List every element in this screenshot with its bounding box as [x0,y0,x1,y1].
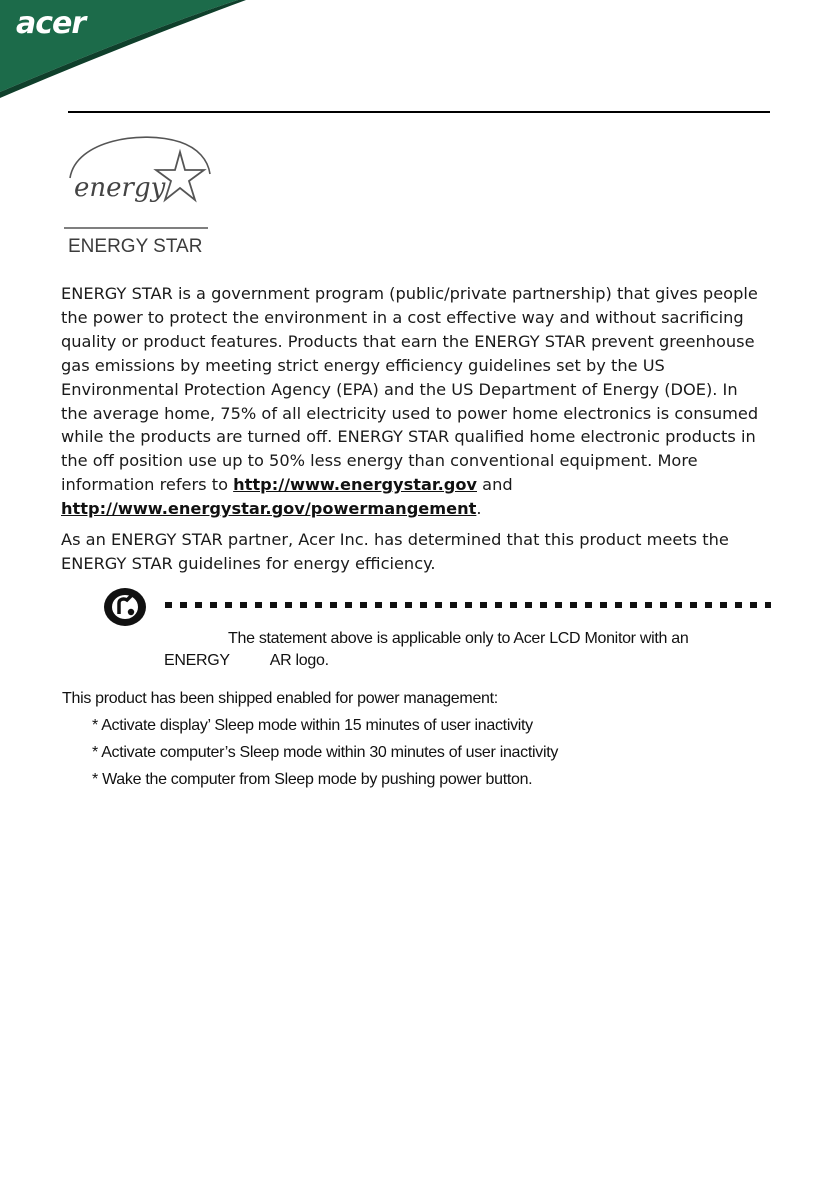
energy-star-emblem-icon [62,130,212,240]
list-item: * Wake the computer from Sleep mode by pushing power button. [92,771,533,788]
note-text-part2: AR logo. [269,652,329,669]
powermanagement-link[interactable]: http://www.energystar.gov/powermangement [61,499,477,519]
power-management-heading: This product has been shipped enabled for power management: [62,690,498,707]
note-divider [165,602,771,608]
description-text: ENERGY STAR is a government program (public/private partnership) that gives people the power to protect the environment in a cost effective way and without sacrificing quality or product features. Products that earn the ENERGY STAR prevent greenhouse gas emissions by meeting strict energy efficiency guidelines set by the US Environmental Protection Agency (EPA) and the US Department of Energy (DOE). In the average home, 75% of all electricity used to power home electronics is consumed while the products are turned off. ENERGY STAR qualified home electronic products in the off position use up to 50% less energy than conventional equipment. More information refers to [61,284,759,495]
acer-logo: acer [16,6,86,41]
partner-statement: As an ENERGY STAR partner, Acer Inc. has determined that this product meets the ENERGY STAR guidelines for energy efficiency. [61,530,729,573]
note-icon [102,586,148,628]
energy-script-text: energy [74,173,166,203]
brand-swoosh [0,0,838,100]
energy-star-label: ENERGY STAR [68,236,203,257]
energy-star-description: ENERGY STAR is a government program (public/private partnership) that gives people the power to protect the environment in a cost effective way and without sacrificing quality or product features. Products that earn the ENERGY STAR prevent greenhouse gas emissions by meeting strict energy efficiency guidelines set by the US Environmental Protection Agency (EPA) and the US Department of Energy (DOE). In the average home, 75% of all electricity used to power home electronics is consumed while the products are turned off. ENERGY STAR qualified home electronic products in the off position use up to 50% less energy than conventional equipment. More information refers to http://www.energystar.gov and http://www.energystar.gov/powermangement. [61,284,759,519]
header-rule [68,111,770,113]
list-item: * Activate display’ Sleep mode within 15 minutes of user inactivity [92,717,533,734]
note-text-part1: ENERGY [164,652,230,669]
note-text-line1: The statement above is applicable only to Acer LCD Monitor with an [228,630,689,647]
note-text-line2 [164,652,329,670]
energystar-link[interactable]: http://www.energystar.gov [233,475,477,495]
header-bar [0,0,838,100]
list-item: * Activate computer’s Sleep mode within 30 minutes of user inactivity [92,744,559,761]
power-management-list [92,716,558,797]
link-connector: and [482,475,513,495]
